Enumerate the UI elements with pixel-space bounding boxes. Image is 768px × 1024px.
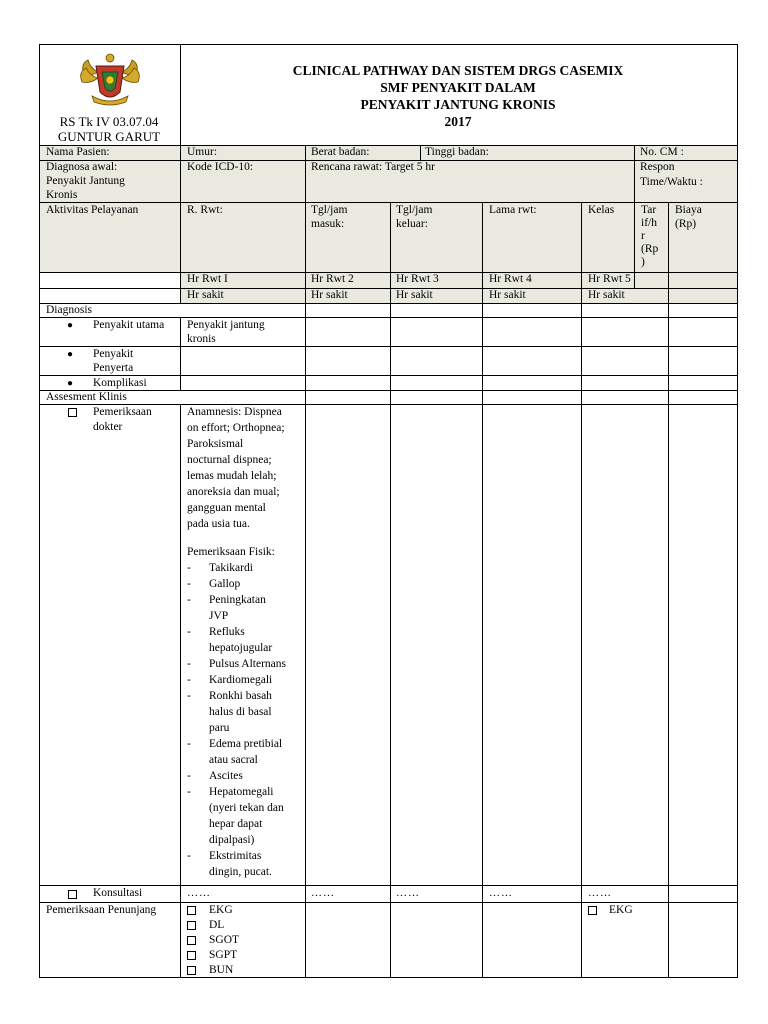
grid-line-horizontal xyxy=(39,390,738,391)
penyakit-utama-value-1: Penyakit jantung xyxy=(187,319,265,331)
grid-line-vertical xyxy=(39,44,40,978)
bullet-icon: ● xyxy=(67,349,74,360)
penyakit-utama-label: Penyakit utama xyxy=(93,319,165,331)
ruang-rawat-label: R. Rwt: xyxy=(187,204,223,216)
penyakit-utama-value-2: kronis xyxy=(187,333,216,345)
grid-line-vertical xyxy=(668,202,669,289)
tarif-label-2: if/h xyxy=(641,217,657,229)
berat-badan-label: Berat badan: xyxy=(311,146,370,158)
no-cm-label: No. CM : xyxy=(640,146,684,158)
pemeriksaan-fisik-item: dipalpasi) xyxy=(209,834,255,846)
pemeriksaan-fisik-item: Ascites xyxy=(209,770,243,782)
grid-line-vertical xyxy=(634,160,635,203)
grid-line-vertical xyxy=(581,288,582,978)
pemeriksaan-dokter-label-1: Pemeriksaan xyxy=(93,406,152,418)
pemeriksaan-fisik-item: Refluks xyxy=(209,626,245,638)
diagnosa-awal-value-2: Kronis xyxy=(46,189,78,201)
tarif-label-5: ) xyxy=(641,256,645,268)
grid-line-vertical xyxy=(180,160,181,203)
pemeriksaan-fisik-heading: Pemeriksaan Fisik: xyxy=(187,546,275,558)
checkbox-icon[interactable] xyxy=(187,936,196,945)
pemeriksaan-dokter-label-2: dokter xyxy=(93,421,123,433)
grid-line-horizontal xyxy=(39,44,738,45)
dash-marker: - xyxy=(187,594,191,606)
pemeriksaan-fisik-item: Pulsus Alternans xyxy=(209,658,286,670)
bullet-icon: ● xyxy=(67,378,74,389)
dash-marker: - xyxy=(187,658,191,670)
pemeriksaan-fisik-item: paru xyxy=(209,722,230,734)
pemeriksaan-fisik-item: Ekstrimitas xyxy=(209,850,262,862)
rencana-rawat-label: Rencana rawat: Target 5 hr xyxy=(311,161,435,173)
lama-rawat-label: Lama rwt: xyxy=(489,204,537,216)
shade-aktivitas-row xyxy=(39,202,737,272)
biaya-label-2: (Rp) xyxy=(675,218,697,230)
hr-sakit-1: Hr sakit xyxy=(187,289,224,301)
grid-line-vertical xyxy=(482,288,483,978)
pemeriksaan-fisik-item: Takikardi xyxy=(209,562,253,574)
hr-rwt-5: Hr Rwt 5 xyxy=(588,273,631,285)
dash-marker: - xyxy=(187,850,191,862)
penunjang-item: EKG xyxy=(209,904,233,916)
grid-line-vertical xyxy=(180,288,181,304)
dash-marker: - xyxy=(187,770,191,782)
hr-rwt-3: Hr Rwt 3 xyxy=(396,273,439,285)
anamnesis-line: Paroksismal xyxy=(187,438,244,450)
pemeriksaan-penunjang-label: Pemeriksaan Penunjang xyxy=(46,904,157,916)
hr-rwt-2: Hr Rwt 2 xyxy=(311,273,354,285)
hr-sakit-5: Hr sakit xyxy=(588,289,625,301)
anamnesis-line: nocturnal dispnea; xyxy=(187,454,272,466)
checkbox-icon[interactable] xyxy=(187,906,196,915)
pemeriksaan-fisik-item: Peningkatan xyxy=(209,594,266,606)
anamnesis-line: Anamnesis: Dispnea xyxy=(187,406,282,418)
tgl-keluar-label-2: keluar: xyxy=(396,218,428,230)
checkbox-icon[interactable] xyxy=(588,906,597,915)
tgl-masuk-label-2: masuk: xyxy=(311,218,345,230)
dash-marker: - xyxy=(187,690,191,702)
dash-marker: - xyxy=(187,626,191,638)
kelas-label: Kelas xyxy=(588,204,615,216)
checkbox-icon[interactable] xyxy=(68,890,77,899)
penunjang-item: DL xyxy=(209,919,225,931)
hospital-name-line1: RS Tk IV 03.07.04 xyxy=(59,114,159,129)
tgl-keluar-label-1: Tgl/jam xyxy=(396,204,433,216)
title-line2: SMF PENYAKIT DALAM xyxy=(380,80,536,95)
konsultasi-dots-3: …… xyxy=(396,887,420,899)
title-line3: PENYAKIT JANTUNG KRONIS xyxy=(360,97,556,112)
penunjang-item: SGPT xyxy=(209,949,238,961)
checkbox-icon[interactable] xyxy=(68,408,77,417)
pemeriksaan-fisik-item: dingin, pucat. xyxy=(209,866,272,878)
nama-pasien-label: Nama Pasien: xyxy=(46,146,110,158)
tarif-label-4: (Rp xyxy=(641,243,659,255)
tinggi-badan-label: Tinggi badan: xyxy=(425,146,489,158)
anamnesis-line: pada usia tua. xyxy=(187,518,250,530)
grid-line-vertical xyxy=(668,288,669,978)
title-line1: CLINICAL PATHWAY DAN SISTEM DRGS CASEMIX xyxy=(292,63,624,78)
pemeriksaan-fisik-item: atau sacral xyxy=(209,754,258,766)
anamnesis-line: lemas mudah lelah; xyxy=(187,470,277,482)
pemeriksaan-fisik-item: halus di basal xyxy=(209,706,272,718)
respon-time-label-1: Respon xyxy=(640,161,675,173)
grid-line-vertical xyxy=(305,202,306,289)
penunjang-hr5-ekg: EKG xyxy=(609,904,633,916)
pemeriksaan-fisik-item: JVP xyxy=(209,610,229,622)
grid-mask xyxy=(179,391,182,404)
pemeriksaan-fisik-item: Hepatomegali xyxy=(209,786,274,798)
komplikasi-label: Komplikasi xyxy=(93,377,147,389)
shade-patient-row xyxy=(39,145,737,160)
pemeriksaan-fisik-item: Gallop xyxy=(209,578,241,590)
tgl-masuk-label-1: Tgl/jam xyxy=(311,204,348,216)
tarif-label-1: Tar xyxy=(641,204,657,216)
biaya-label-1: Biaya xyxy=(675,204,702,216)
dash-marker: - xyxy=(187,674,191,686)
hospital-logo-emblem xyxy=(78,52,142,108)
grid-line-horizontal xyxy=(39,977,738,978)
hr-sakit-3: Hr sakit xyxy=(396,289,433,301)
grid-line-vertical xyxy=(634,202,635,289)
assesment-klinis-heading: Assesment Klinis xyxy=(46,391,127,403)
grid-line-vertical xyxy=(737,44,738,978)
pemeriksaan-fisik-item: hepar dapat xyxy=(209,818,263,830)
grid-line-horizontal xyxy=(39,885,738,886)
dash-marker: - xyxy=(187,562,191,574)
dash-marker: - xyxy=(187,738,191,750)
hr-rwt-4: Hr Rwt 4 xyxy=(489,273,532,285)
grid-line-vertical xyxy=(305,145,306,161)
grid-line-horizontal xyxy=(39,346,738,347)
pemeriksaan-fisik-item: (nyeri tekan dan xyxy=(209,802,284,814)
grid-line-horizontal xyxy=(39,303,738,304)
checkbox-icon[interactable] xyxy=(187,921,196,930)
grid-line-vertical xyxy=(305,160,306,203)
hr-rwt-1: Hr Rwt I xyxy=(187,273,228,285)
grid-line-horizontal xyxy=(39,375,738,376)
shade-hr-rwt-row xyxy=(181,272,737,288)
grid-line-vertical xyxy=(390,288,391,978)
checkbox-icon[interactable] xyxy=(187,966,196,975)
diagnosis-heading: Diagnosis xyxy=(46,304,92,316)
grid-line-horizontal xyxy=(39,404,738,405)
hr-sakit-2: Hr sakit xyxy=(311,289,348,301)
grid-line-horizontal xyxy=(39,317,738,318)
grid-line-vertical xyxy=(634,145,635,161)
diagnosa-awal-label: Diagnosa awal: xyxy=(46,161,118,173)
grid-line-vertical xyxy=(305,288,306,978)
grid-line-horizontal xyxy=(39,902,738,903)
pemeriksaan-fisik-item: Edema pretibial xyxy=(209,738,283,750)
grid-line-vertical xyxy=(390,202,391,289)
penyakit-penyerta-label-1: Penyakit xyxy=(93,348,134,360)
anamnesis-line: on effort; Orthopnea; xyxy=(187,422,285,434)
diagnosa-awal-value-1: Penyakit Jantung xyxy=(46,175,125,187)
grid-line-vertical xyxy=(180,145,181,161)
konsultasi-dots-1: …… xyxy=(187,887,211,899)
dash-marker: - xyxy=(187,578,191,590)
umur-label: Umur: xyxy=(187,146,218,158)
title-year: 2017 xyxy=(444,114,472,129)
penunjang-item: SGOT xyxy=(209,934,240,946)
tarif-label-3: r xyxy=(641,230,645,242)
penyakit-penyerta-label-2: Penyerta xyxy=(93,362,134,374)
grid-line-vertical xyxy=(581,202,582,289)
pemeriksaan-fisik-item: Ronkhi basah xyxy=(209,690,272,702)
konsultasi-dots-4: …… xyxy=(489,887,513,899)
anamnesis-line: gangguan mental xyxy=(187,502,266,514)
pemeriksaan-fisik-item: hepatojugular xyxy=(209,642,273,654)
grid-line-vertical xyxy=(180,44,181,146)
konsultasi-label: Konsultasi xyxy=(93,887,143,899)
aktivitas-pelayanan-label: Aktivitas Pelayanan xyxy=(46,204,139,216)
kode-icd-label: Kode ICD-10: xyxy=(187,161,254,173)
checkbox-icon[interactable] xyxy=(187,951,196,960)
konsultasi-dots-5: …… xyxy=(588,887,612,899)
grid-line-vertical xyxy=(180,202,181,289)
penunjang-item: BUN xyxy=(209,964,234,976)
pemeriksaan-fisik-item: Kardiomegali xyxy=(209,674,273,686)
shade-hr-sakit-row xyxy=(181,288,737,303)
grid-mask xyxy=(179,304,182,317)
anamnesis-line: anoreksia dan mual; xyxy=(187,486,280,498)
grid-line-vertical xyxy=(420,145,421,161)
respon-time-label-2: Time/Waktu : xyxy=(640,176,703,188)
konsultasi-dots-2: …… xyxy=(311,887,335,899)
hospital-name-line2: GUNTUR GARUT xyxy=(57,129,161,144)
bullet-icon: ● xyxy=(67,320,74,331)
hr-sakit-4: Hr sakit xyxy=(489,289,526,301)
grid-line-vertical xyxy=(482,202,483,289)
dash-marker: - xyxy=(187,786,191,798)
